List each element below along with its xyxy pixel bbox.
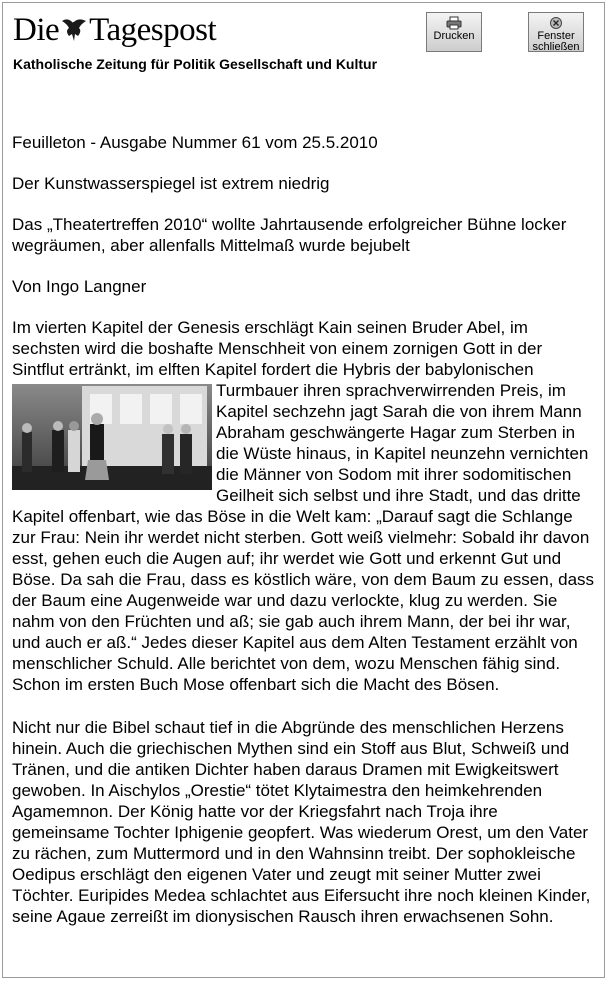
article-subheadline: Das „Theatertreffen 2010“ wollte Jahrtausende erfolgreicher Bühne locker wegräumen, aber allenfalls Mittelmaß wurde bejubelt	[12, 215, 567, 255]
article-headline: Der Kunstwasserspiegel ist extrem niedrig	[12, 174, 330, 193]
paragraph-1-rest: Turmbauer ihren sprachverwirrenden Preis, im Kapitel sechzehn jagt Sarah die von ihrem Mann Abraham geschwängerte Hagar zum Sterben in die Wüste hinaus, in Kapitel neunzehn vernichten die Männer von Sodom mit ihrer sodomitischen Geilheit sich selbst und ihre Stadt, und das dritte Kapitel offenbart, wie das Böse in die Welt kam: „Darauf sagt die Schlange zur Frau: Nein ihr werdet nicht sterben. Gott weiß vielmehr: Sobald ihr davon esst, gehen euch die Augen auf; ihr werdet wie Gott und erkennt Gut und Böse. Da sah die Frau, dass es köstlich wäre, von dem Baum zu essen, dass der Baum eine Augenweide war und dazu verlockte, klug zu werden. Sie nahm von den Früchten und aß; sie gab auch ihrem Mann, der bei ihr war, und auch er aß.“ Jedes dieser Kapitel aus dem Alten Testament erzählt von menschlicher Schuld. Alle berichtet von dem, wozu Menschen fähig sind. Schon im ersten Buch Mose offenbart sich die Macht des Bösen.	[12, 381, 595, 694]
close-window-button[interactable]	[528, 12, 584, 52]
masthead-logo	[13, 12, 216, 48]
article	[12, 132, 598, 947]
printer-icon	[446, 16, 462, 30]
logo-die: Die	[13, 12, 60, 48]
article-paragraph-2: Nicht nur die Bibel schaut tief in die Abgründe des menschlichen Herzens hinein. Auch die griechischen Mythen sind ein Stoff aus Blut, Schweiß und Tränen, und die antiken Dichter haben daraus Dramen mit Ewigkeitswert gewoben. In Aischylos „Orestie“ tötet Klytaimestra den heimkehrenden Agamemnon. Der König hatte vor der Kriegsfahrt nach Troja ihre gemeinsame Tochter Iphigenie geopfert. Was wiederum Orest, um den Vater zu rächen, zum Muttermord und in den Wahnsinn treibt. Der sophokleische Oedipus erschlägt den eigenen Vater und zeugt mit seiner Mutter zwei Töchter. Euripides Medea schlachtet aus Eifersucht ihre noch kleinen Kinder, seine Agaue zerreißt im dionysischen Rausch ihren erwachsenen Sohn.	[12, 718, 591, 926]
print-button[interactable]	[426, 12, 482, 52]
article-byline: Von Ingo Langner	[12, 277, 147, 296]
close-icon	[548, 16, 564, 30]
close-label-line2: schließen	[532, 41, 580, 53]
logo-tagespost: Tagespost	[89, 12, 217, 48]
close-label-line1: Fenster	[537, 30, 575, 42]
print-label: Drucken	[433, 30, 475, 42]
issue-line: Feuilleton - Ausgabe Nummer 61 vom 25.5.2010	[12, 133, 378, 152]
paragraph-1-lead: Im vierten Kapitel der Genesis erschlägt Kain seinen Bruder Abel, im sechsten wird die boshafte Menschheit von einem zornigen Gott in der Sintflut ertränkt, im elften Kapitel fordert die Hybris der babylonischen	[12, 318, 543, 379]
eagle-emblem-icon	[59, 15, 89, 43]
article-photo	[12, 384, 212, 490]
article-paragraph-1	[12, 317, 598, 695]
tagline: Katholische Zeitung für Politik Gesellschaft und Kultur	[13, 56, 378, 72]
